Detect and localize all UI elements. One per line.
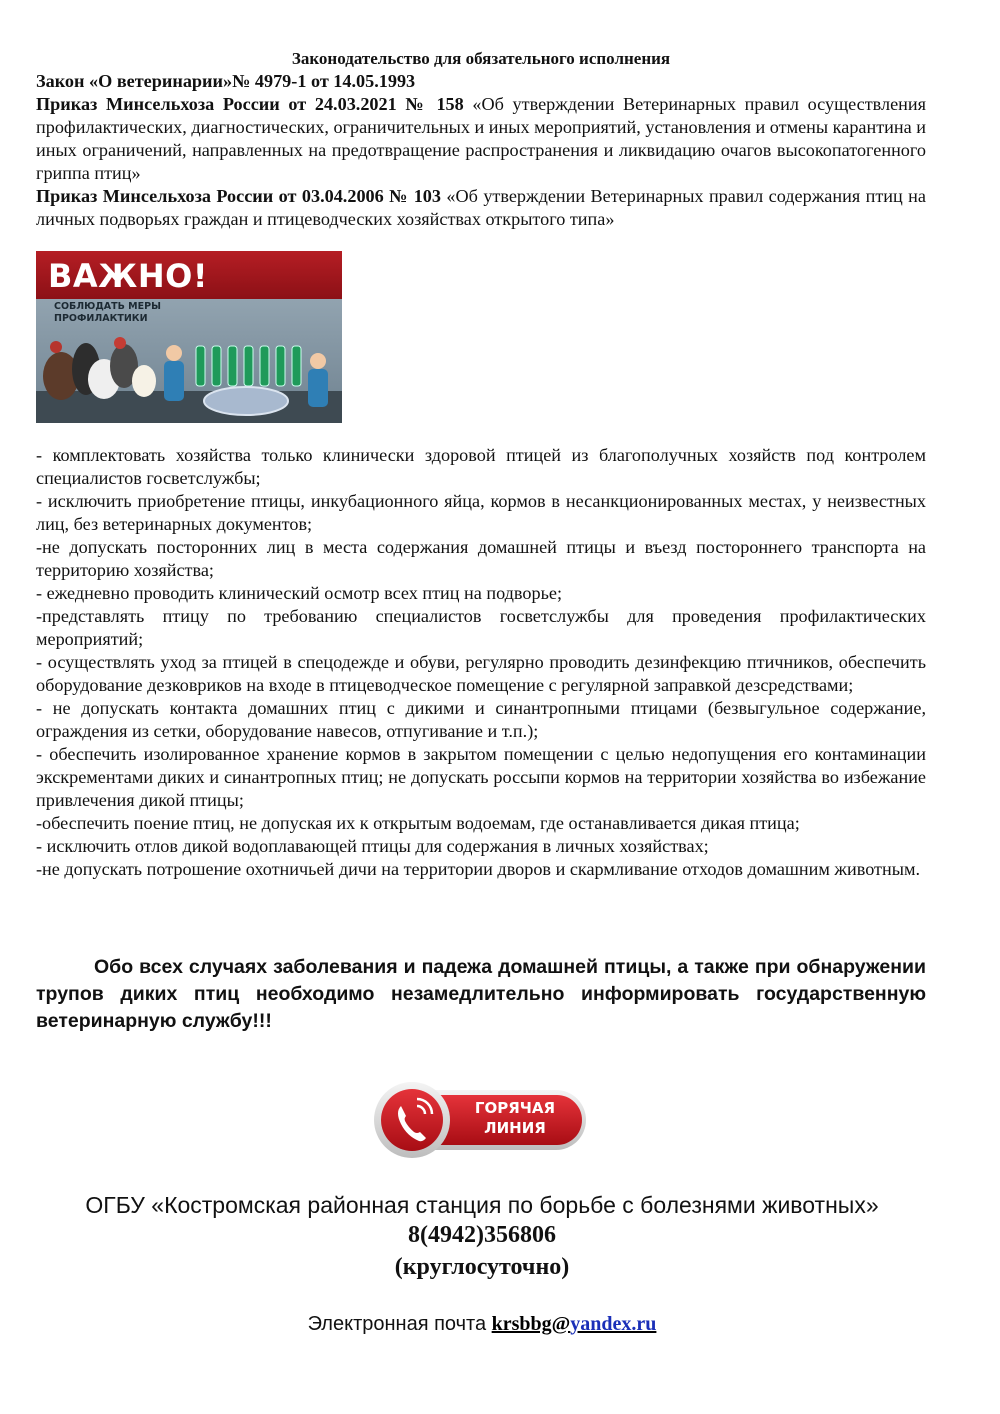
email-label: Электронная почта <box>307 1313 487 1335</box>
hotline-line1: ГОРЯЧАЯ <box>474 1099 556 1117</box>
email-link[interactable] <box>492 1313 657 1335</box>
list-item: - исключить приобретение птицы, инкубационного яйца, кормов в несанкционированных местах, у неизвестных лиц, без ветеринарных документов; <box>36 491 926 534</box>
order-158 <box>36 93 926 185</box>
list-item: -представлять птицу по требованию специалистов госветслужбы для проведения профилактических мероприятий; <box>36 606 926 649</box>
hotline-button[interactable] <box>372 1080 588 1160</box>
page-heading: Законодательство для обязательного исполнения <box>291 49 671 68</box>
order-158-text: «Об утверждении Ветеринарных правил осуществления профилактических, диагностических, ограничительных и иных мероприятий, установления и отмены карантина и иных ограничений, направленных на предотвращение распространения и ликвидацию очагов высокопатогенного гриппа птиц» <box>36 94 926 183</box>
order-103 <box>36 185 926 231</box>
working-hours: (круглосуточно) <box>394 1254 570 1280</box>
important-banner <box>36 251 342 423</box>
order-103-text: «Об утверждении Ветеринарных правил содержания птиц на личных подворьях граждан и птицеводческих хозяйствах открытого типа» <box>36 186 926 229</box>
hotline-label <box>460 1098 570 1138</box>
email-user: krsbbg@ <box>491 1313 571 1335</box>
header-block <box>36 48 926 231</box>
order-103-title: Приказ Минсельхоза России от 03.04.2006 № 103 <box>36 186 441 206</box>
list-item: - ежедневно проводить клинический осмотр всех птиц на подворье; <box>36 583 563 603</box>
banner-subtitle: СОБЛЮДАТЬ МЕРЫ ПРОФИЛАКТИКИ <box>54 301 161 324</box>
organization-name: ОГБУ «Костромская районная станция по борьбе с болезнями животных» <box>85 1192 879 1218</box>
order-158-title: Приказ Минсельхоза России от 24.03.2021 № 158 <box>36 94 464 114</box>
email-domain: yandex.ru <box>570 1313 657 1335</box>
list-item: -не допускать посторонних лиц в места содержания домашней птицы и въезд постороннего транспорта на территорию хозяйства; <box>36 537 926 580</box>
appeal-text: Обо всех случаях заболевания и падежа домашней птицы, а также при обнаружении трупов диких птиц необходимо незамедлительно информировать государственную ветеринарную службу!!! <box>36 956 926 1032</box>
list-item: - обеспечить изолированное хранение кормов в закрытом помещении с целью недопущения его контаминации экскрементами диких и синантропных птиц; не допускать россыпи кормов на территории хозяйства во избежание привлечения дикой птицы; <box>36 744 926 810</box>
banner-title: ВАЖНО! <box>48 257 208 295</box>
law-veterinary: Закон «О ветеринарии»№ 4979-1 от 14.05.1993 <box>36 71 416 91</box>
email-line <box>0 1310 964 1338</box>
list-item: - исключить отлов дикой водоплавающей птицы для содержания в личных хозяйствах; <box>36 836 709 856</box>
list-item: - не допускать контакта домашних птиц с дикими и синантропными птицами (безвыгульное содержание, ограждения из сетки, оборудование навесов, отпугивание и т.п.); <box>36 698 926 741</box>
list-item: - осуществлять уход за птицей в спецодежде и обуви, регулярно проводить дезинфекцию птичников, обеспечить оборудование дезковриков на входе в птицеводческое помещение с регулярной заправкой дезсредствами; <box>36 652 926 695</box>
list-item: -обеспечить поение птиц, не допуская их к открытым водоемам, где останавливается дикая птица; <box>36 813 800 833</box>
rules-list <box>36 444 926 881</box>
hotline-line2: ЛИНИЯ <box>484 1119 546 1137</box>
list-item: - комплектовать хозяйства только клинически здоровой птицей из благополучных хозяйств под контролем специалистов госветслужбы; <box>36 445 926 488</box>
list-item: -не допускать потрошение охотничьей дичи на территории дворов и скармливание отходов домашним животным. <box>36 859 921 879</box>
phone-number: 8(4942)356806 <box>408 1222 556 1248</box>
